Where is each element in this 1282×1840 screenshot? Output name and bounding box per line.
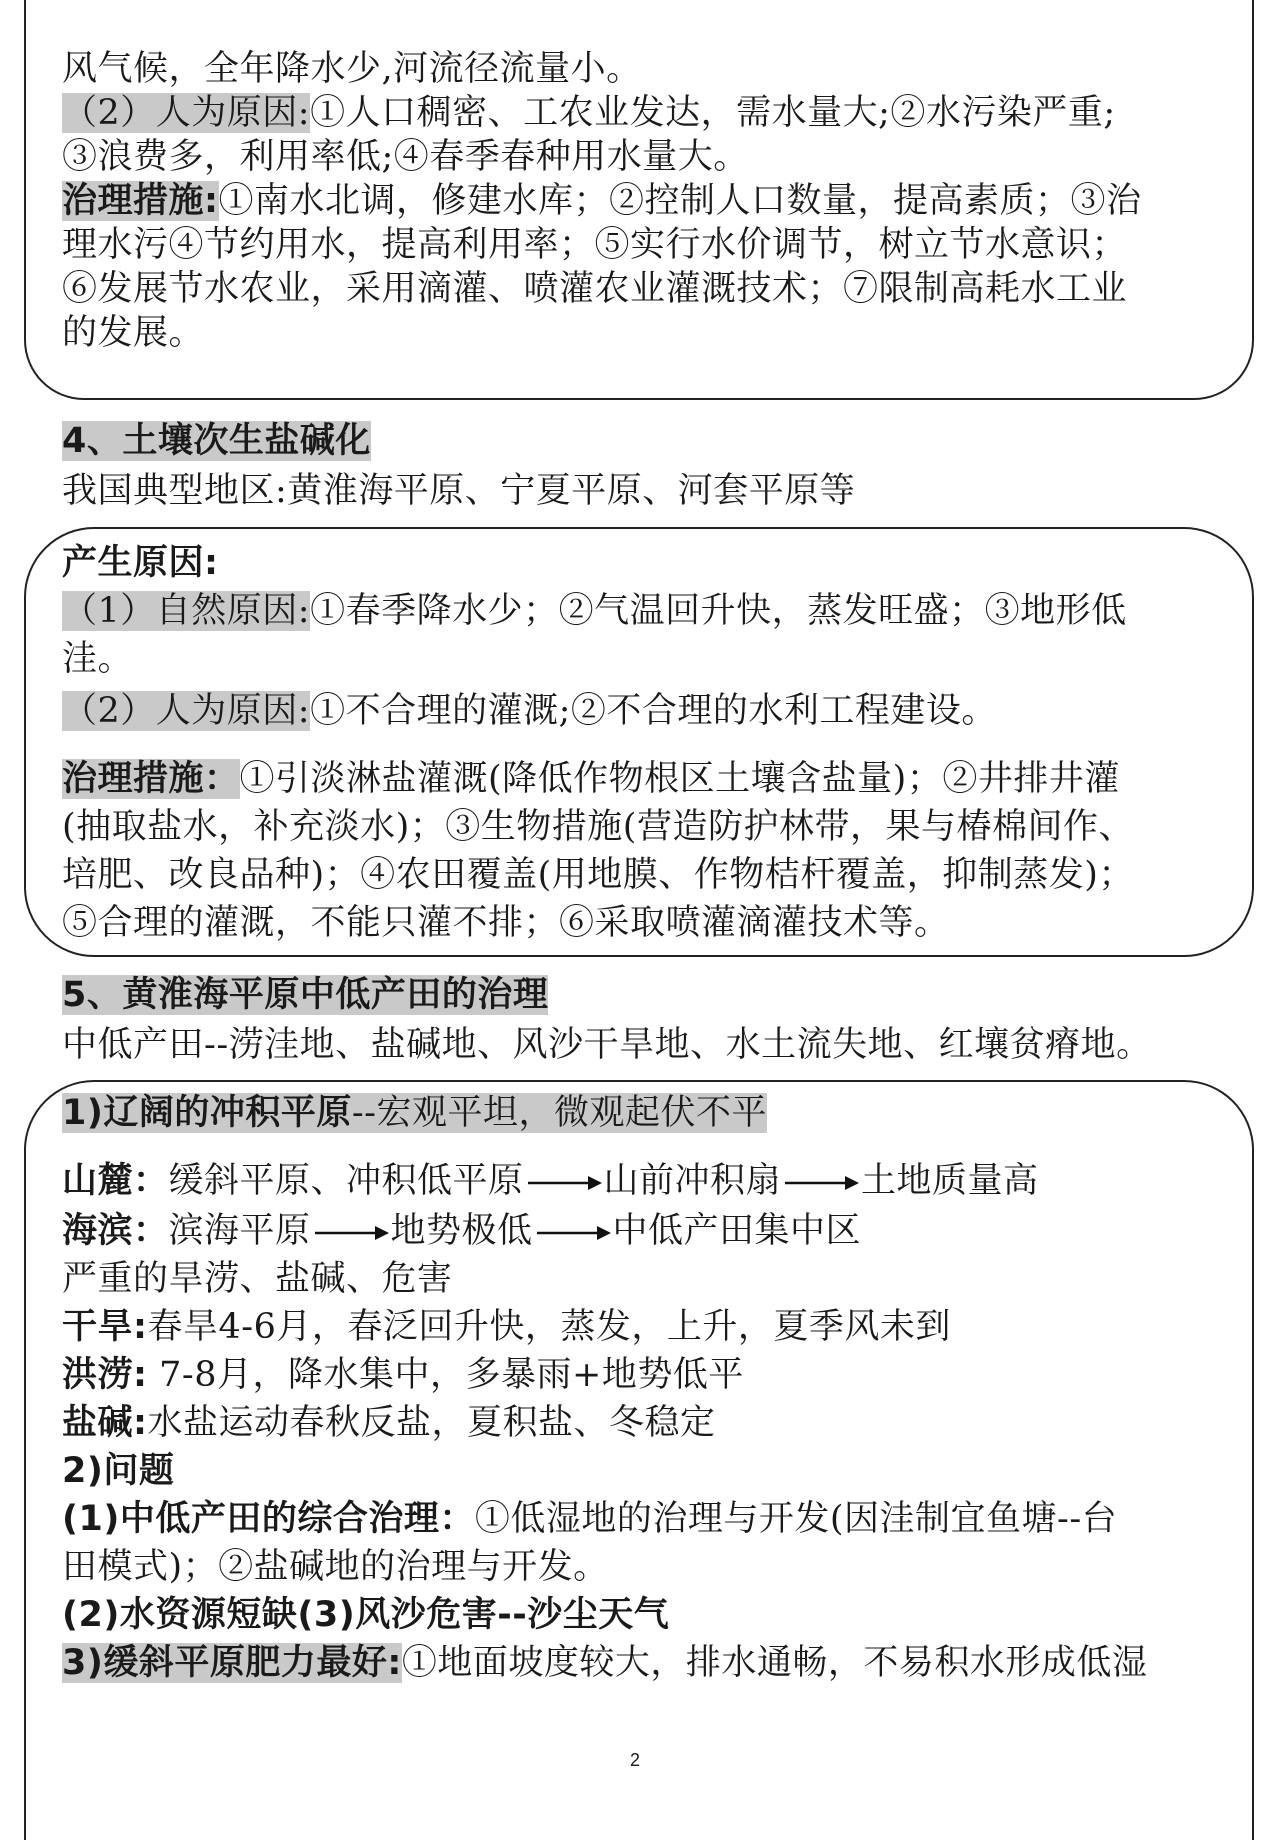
natural-cause-label: （1）自然原因: (62, 591, 311, 631)
human-cause-text: ①不合理的灌溉;②不合理的水利工程建设。 (310, 691, 997, 731)
subheading-3-text: ①地面坡度较大，排水通畅，不易积水形成低湿 (401, 1643, 1148, 1683)
coastal-text: 中低产田集中区 (612, 1211, 862, 1251)
section-4-title: 4、土壤次生盐碱化 (62, 421, 371, 461)
text-line (62, 1590, 1242, 1640)
natural-cause-text: 洼。 (62, 639, 134, 679)
text-line (62, 850, 1242, 900)
low-yield-intro: 中低产田--涝洼地、盐碱地、风沙干旱地、水土流失地、红壤贫瘠地。 (62, 1025, 1152, 1065)
text-line (62, 1020, 1242, 1070)
text-line (62, 898, 1242, 948)
coastal-text: 地势极低 (390, 1211, 533, 1251)
text-line (62, 1638, 1242, 1688)
text-line (62, 1206, 1242, 1256)
piedmont-label: 山麓： (62, 1161, 169, 1201)
saline-text: 水盐运动春秋反盐，夏积盐、冬稳定 (147, 1403, 716, 1443)
measures-text: 培肥、改良品种)；④农田覆盖(用地膜、作物桔杆覆盖，抑制蒸发)； (62, 855, 1134, 895)
arrow-right-icon (526, 1173, 602, 1193)
human-cause-label: （2）人为原因: (62, 691, 311, 731)
flood-text: 7-8月，降水集中，多暴雨+地势低平 (147, 1355, 744, 1395)
piedmont-text: 缓斜平原、冲积低平原 (168, 1161, 524, 1201)
climate-text: 风气候，全年降水少,河流径流量小。 (62, 49, 642, 89)
coastal-text: 滨海平原 (168, 1211, 311, 1251)
text-line (62, 1494, 1242, 1544)
page-number: 2 (630, 1750, 641, 1770)
drought-label: 干旱: (62, 1307, 148, 1347)
problem-1-text: 田模式)；②盐碱地的治理与开发。 (62, 1547, 609, 1587)
natural-cause-text: ①春季降水少；②气温回升快，蒸发旺盛；③地形低 (310, 591, 1127, 631)
measures-label: 治理措施: (62, 181, 219, 221)
text-line (62, 220, 1242, 270)
text-line (62, 754, 1242, 804)
measures-text: 理水污④节约用水，提高利用率；⑤实行水价调节，树立节水意识； (62, 225, 1128, 265)
text-line (62, 1088, 1242, 1138)
measures-text: (抽取盐水，补充淡水)；③生物措施(营造防护林带，果与椿棉间作、 (62, 807, 1134, 847)
hazard-text: 严重的旱涝、盐碱、危害 (62, 1259, 453, 1299)
section-5-title: 5、黄淮海平原中低产田的治理 (62, 975, 549, 1015)
section-heading (62, 970, 1242, 1020)
measures-text: 的发展。 (62, 313, 205, 353)
measures-text: ①引淡淋盐灌溉(降低作物根区土壤含盐量)；②井排井灌 (239, 759, 1120, 799)
problem-1-label: (1)中低产田的综合治理： (62, 1499, 475, 1539)
measures-label: 治理措施： (62, 759, 240, 799)
section-heading (62, 416, 1242, 466)
text-line (62, 586, 1242, 636)
arrow-right-icon (535, 1223, 611, 1243)
measures-text: ①南水北调，修建水库；②控制人口数量，提高素质；③治 (218, 181, 1142, 221)
cause-label: 产生原因: (62, 543, 219, 583)
text-line (62, 176, 1242, 226)
text-line (62, 44, 1242, 94)
piedmont-text: 土地质量高 (861, 1161, 1039, 1201)
typical-regions: 我国典型地区:黄淮海平原、宁夏平原、河套平原等 (62, 471, 856, 511)
text-line (62, 1156, 1242, 1206)
saline-label: 盐碱: (62, 1403, 148, 1443)
piedmont-text: 山前冲积扇 (603, 1161, 782, 1201)
text-line (62, 538, 1242, 588)
text-line (62, 1446, 1242, 1496)
text-line (62, 466, 1242, 516)
text-line (62, 1350, 1242, 1400)
text-line (62, 1302, 1242, 1352)
text-line (62, 264, 1242, 314)
text-line (62, 1254, 1242, 1304)
measures-text: ⑤合理的灌溉，不能只灌不排；⑥采取喷灌滴灌技术等。 (62, 903, 950, 943)
text-line (62, 686, 1242, 736)
subheading-1: 1)辽阔的冲积平原 (62, 1093, 352, 1133)
flood-label: 洪涝: (62, 1355, 148, 1395)
measures-text: ⑥发展节水农业，采用滴灌、喷灌农业灌溉技术；⑦限制高耗水工业 (62, 269, 1128, 309)
text-line (62, 88, 1242, 138)
coastal-label: 海滨： (62, 1211, 169, 1251)
subheading-3: 3)缓斜平原肥力最好: (62, 1643, 402, 1683)
human-cause-label: （2）人为原因: (62, 93, 311, 133)
text-line (62, 634, 1242, 684)
arrow-right-icon (783, 1173, 859, 1193)
drought-text: 春旱4-6月，春泛回升快，蒸发，上升，夏季风未到 (147, 1307, 951, 1347)
text-line (62, 802, 1242, 852)
text-line (62, 132, 1242, 182)
text-line (62, 308, 1242, 358)
text-line (62, 1398, 1242, 1448)
subheading-2: 2)问题 (62, 1451, 175, 1491)
text-line (62, 1542, 1242, 1592)
problem-2-3: (2)水资源短缺(3)风沙危害--沙尘天气 (62, 1595, 670, 1635)
waste-text: ③浪费多，利用率低;④春季春种用水量大。 (62, 137, 749, 177)
arrow-right-icon (313, 1223, 389, 1243)
problem-1-text: ①低湿地的治理与开发(因洼制宜鱼塘--台 (474, 1499, 1118, 1539)
human-cause-text: ①人口稠密、工农业发达，需水量大;②水污染严重; (310, 93, 1116, 133)
subheading-1-text: --宏观平坦，微观起伏不平 (351, 1093, 768, 1133)
